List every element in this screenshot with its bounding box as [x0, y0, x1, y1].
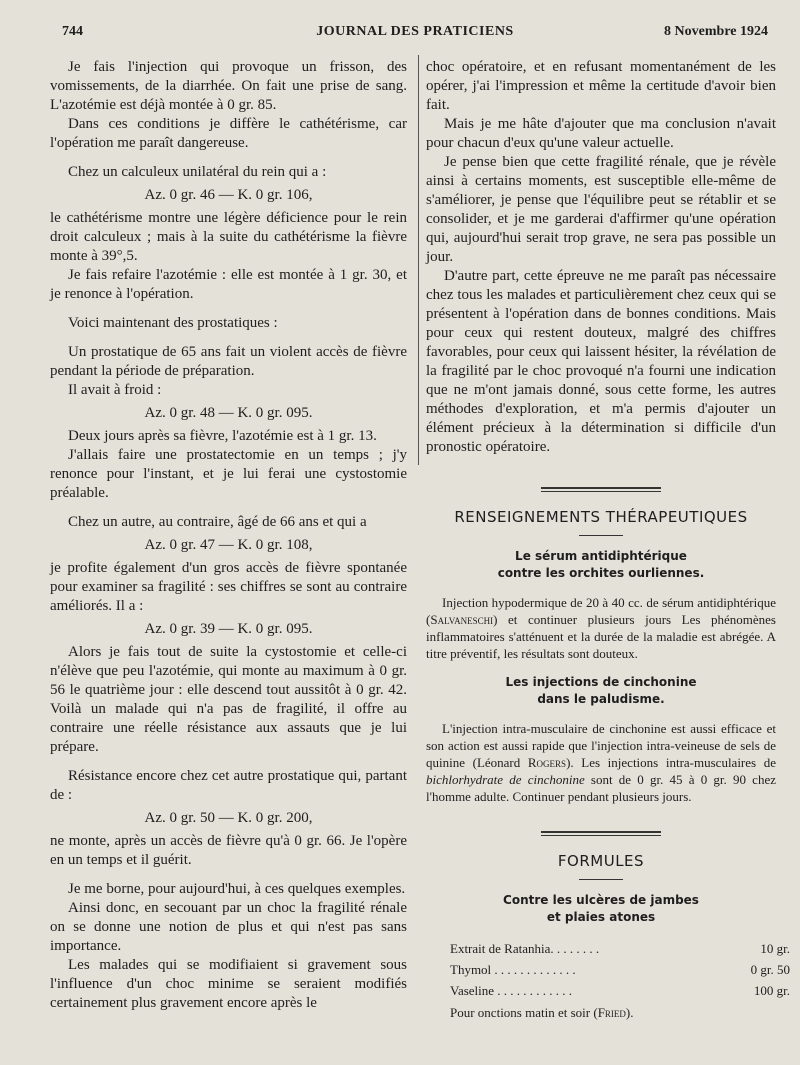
recipe-row: Extrait de Ratanhia. . . . . . . . 10 gr.: [450, 941, 790, 956]
formula-line: Az. 0 gr. 50 — K. 0 gr. 200,: [144, 810, 313, 826]
therapeutic-item-title: Le sérum antidiphtérique contre les orchites ourliennes.: [497, 549, 705, 580]
paragraph: Un prostatique de 65 ans fait un violent accès de fièvre pendant la période de préparation.: [50, 344, 407, 379]
paragraph: le cathétérisme montre une légère déficience pour le rein droit calculeux ; mais à la suite du cathétérisme la fièvre monte à 39°,5.: [50, 210, 407, 264]
right-column: [426, 58, 790, 1022]
page-number: 744: [62, 24, 83, 39]
paragraph: Je pense bien que cette fragilité rénale, que je révèle ainsi à certains moments, est susceptible elle-même de s'améliorer, je pense que l'équilibre peut se rétablir et se consolider, et je me garderai d'affirmer qu'une opération qui, aujourd'hui serait trop grave, ne sera pas possible un jour.: [426, 154, 776, 265]
paragraph: ne monte, après un accès de fièvre qu'à 0 gr. 66. Je l'opère en un temps et il guérit.: [50, 833, 407, 868]
paragraph: Deux jours après sa fièvre, l'azotémie est à 1 gr. 13.: [68, 428, 377, 444]
formula-line: Az. 0 gr. 47 — K. 0 gr. 108,: [144, 537, 313, 553]
formula-line: Az. 0 gr. 39 — K. 0 gr. 095.: [144, 621, 313, 637]
paragraph: Résistance encore chez cet autre prostatique qui, partant de :: [50, 768, 407, 803]
therapeutic-item-text: Injection hypodermique de 20 à 40 cc. de sérum antidiphtérique (Salvaneschi) et continuer plusieurs jours Les phénomènes inflammatoires s'atténuent et la durée de la maladie est abrégée. A titre préventif, les résultats sont douteux.: [426, 595, 776, 661]
recipe-usage: Pour onctions matin et soir (Fried).: [450, 1005, 634, 1020]
paragraph: Je me borne, pour aujourd'hui, à ces quelques exemples.: [68, 881, 406, 897]
section-rule: [541, 831, 661, 836]
paragraph: Chez un autre, au contraire, âgé de 66 ans et qui a: [68, 514, 367, 530]
paragraph: je profite également d'un gros accès de fièvre spontanée pour examiner sa fragilité : ses chiffres se sont au contraire améliorés. Il a :: [50, 560, 407, 614]
column-divider: [418, 55, 419, 465]
paragraph: Ainsi donc, en secouant par un choc la fragilité rénale on se donne une notion de plus et qui n'est pas sans importance.: [50, 900, 407, 954]
formula-line: Az. 0 gr. 48 — K. 0 gr. 095.: [144, 405, 313, 421]
title-underline: [579, 535, 623, 536]
formula-line: Az. 0 gr. 46 — K. 0 gr. 106,: [144, 187, 313, 203]
therapeutic-item-title: Les injections de cinchonine dans le paludisme.: [505, 675, 697, 706]
title-underline: [579, 879, 623, 880]
page-header: [62, 22, 768, 44]
issue-date: 8 Novembre 1924: [664, 24, 768, 39]
paragraph: D'autre part, cette épreuve ne me paraît pas nécessaire chez tous les malades et particulièrement chez ceux qui se présentent à l'opération dans de bonnes conditions. Mais pour ceux qui restent douteux, malgré des chiffres favorables, pour ceux qui laissent hésiter, la révélation de la fragilité par le choc provoqué n'a fourni une indication que ne m'ont jamais donné, sous cette forme, les autres méthodes d'exploration, et m'a permis d'ajouter un élément précieux à la détermination si difficile d'un pronostic opératoire.: [426, 268, 776, 455]
paragraph: Les malades qui se modifiaient si gravement sous l'influence d'un choc minime se seraient modifiés certainement plus gravement encore après le: [50, 957, 407, 1011]
paragraph: Je fais l'injection qui provoque un frisson, des vomissements, de la diarrhée. On fait une prise de sang. L'azotémie est déjà montée à 0 gr. 85.: [50, 59, 407, 113]
recipe-title: Contre les ulcères de jambes et plaies atones: [503, 893, 699, 924]
left-column: [50, 58, 407, 1013]
recipe-row: Thymol . . . . . . . . . . . . . 0 gr. 50: [450, 962, 790, 977]
paragraph: choc opératoire, et en refusant momentanément de les opérer, j'ai l'impression et même la certitude d'avoir bien fait.: [426, 59, 776, 113]
right-column-text: [426, 58, 776, 457]
paragraph: J'allais faire une prostatectomie en un temps ; j'y renonce pour l'instant, et je lui ferai une cystostomie préalable.: [50, 447, 407, 501]
paragraph: Je fais refaire l'azotémie : elle est montée à 1 gr. 30, et je renonce à l'opération.: [50, 267, 407, 302]
recipe-row: Vaseline . . . . . . . . . . . . 100 gr.: [450, 983, 790, 998]
paragraph: Voici maintenant des prostatiques :: [68, 315, 278, 331]
journal-title: JOURNAL DES PRATICIENS: [316, 24, 514, 39]
formules-title: FORMULES: [557, 852, 645, 870]
paragraph: Dans ces conditions je diffère le cathétérisme, car l'opération me paraît dangereuse.: [50, 116, 407, 151]
paragraph: Mais je me hâte d'ajouter que ma conclusion n'avait pour chacun d'eux qu'une valeur actuelle.: [426, 116, 776, 151]
paragraph: Il avait à froid :: [68, 382, 162, 398]
section-rule: [541, 487, 661, 492]
paragraph: Alors je fais tout de suite la cystostomie et celle-ci n'élève que peu l'azotémie, qui monte au maximum à 0 gr. 56 le quatrième jour : elle descend tout aussitôt à 0 gr. 42. Voilà un malade qui n'a pas de fragilité, il offre au contraire une réelle résistance aux assauts que je lui prépare.: [50, 644, 407, 755]
therapeutics-title: RENSEIGNEMENTS THÉRAPEUTIQUES: [454, 508, 748, 526]
recipe-table: [450, 938, 790, 1001]
therapeutic-item-text: L'injection intra-musculaire de cinchonine est aussi efficace et son action est aussi rapide que l'injection intra-veineuse de sels de quinine (Léonard Rogers). Les injections intra-musculaires de bichlorhydrate de cinchonine sont de 0 gr. 45 à 0 gr. 90 chez l'homme adulte. Continuer pendant plusieurs jours.: [426, 721, 776, 804]
paragraph: Chez un calculeux unilatéral du rein qui a :: [68, 164, 327, 180]
